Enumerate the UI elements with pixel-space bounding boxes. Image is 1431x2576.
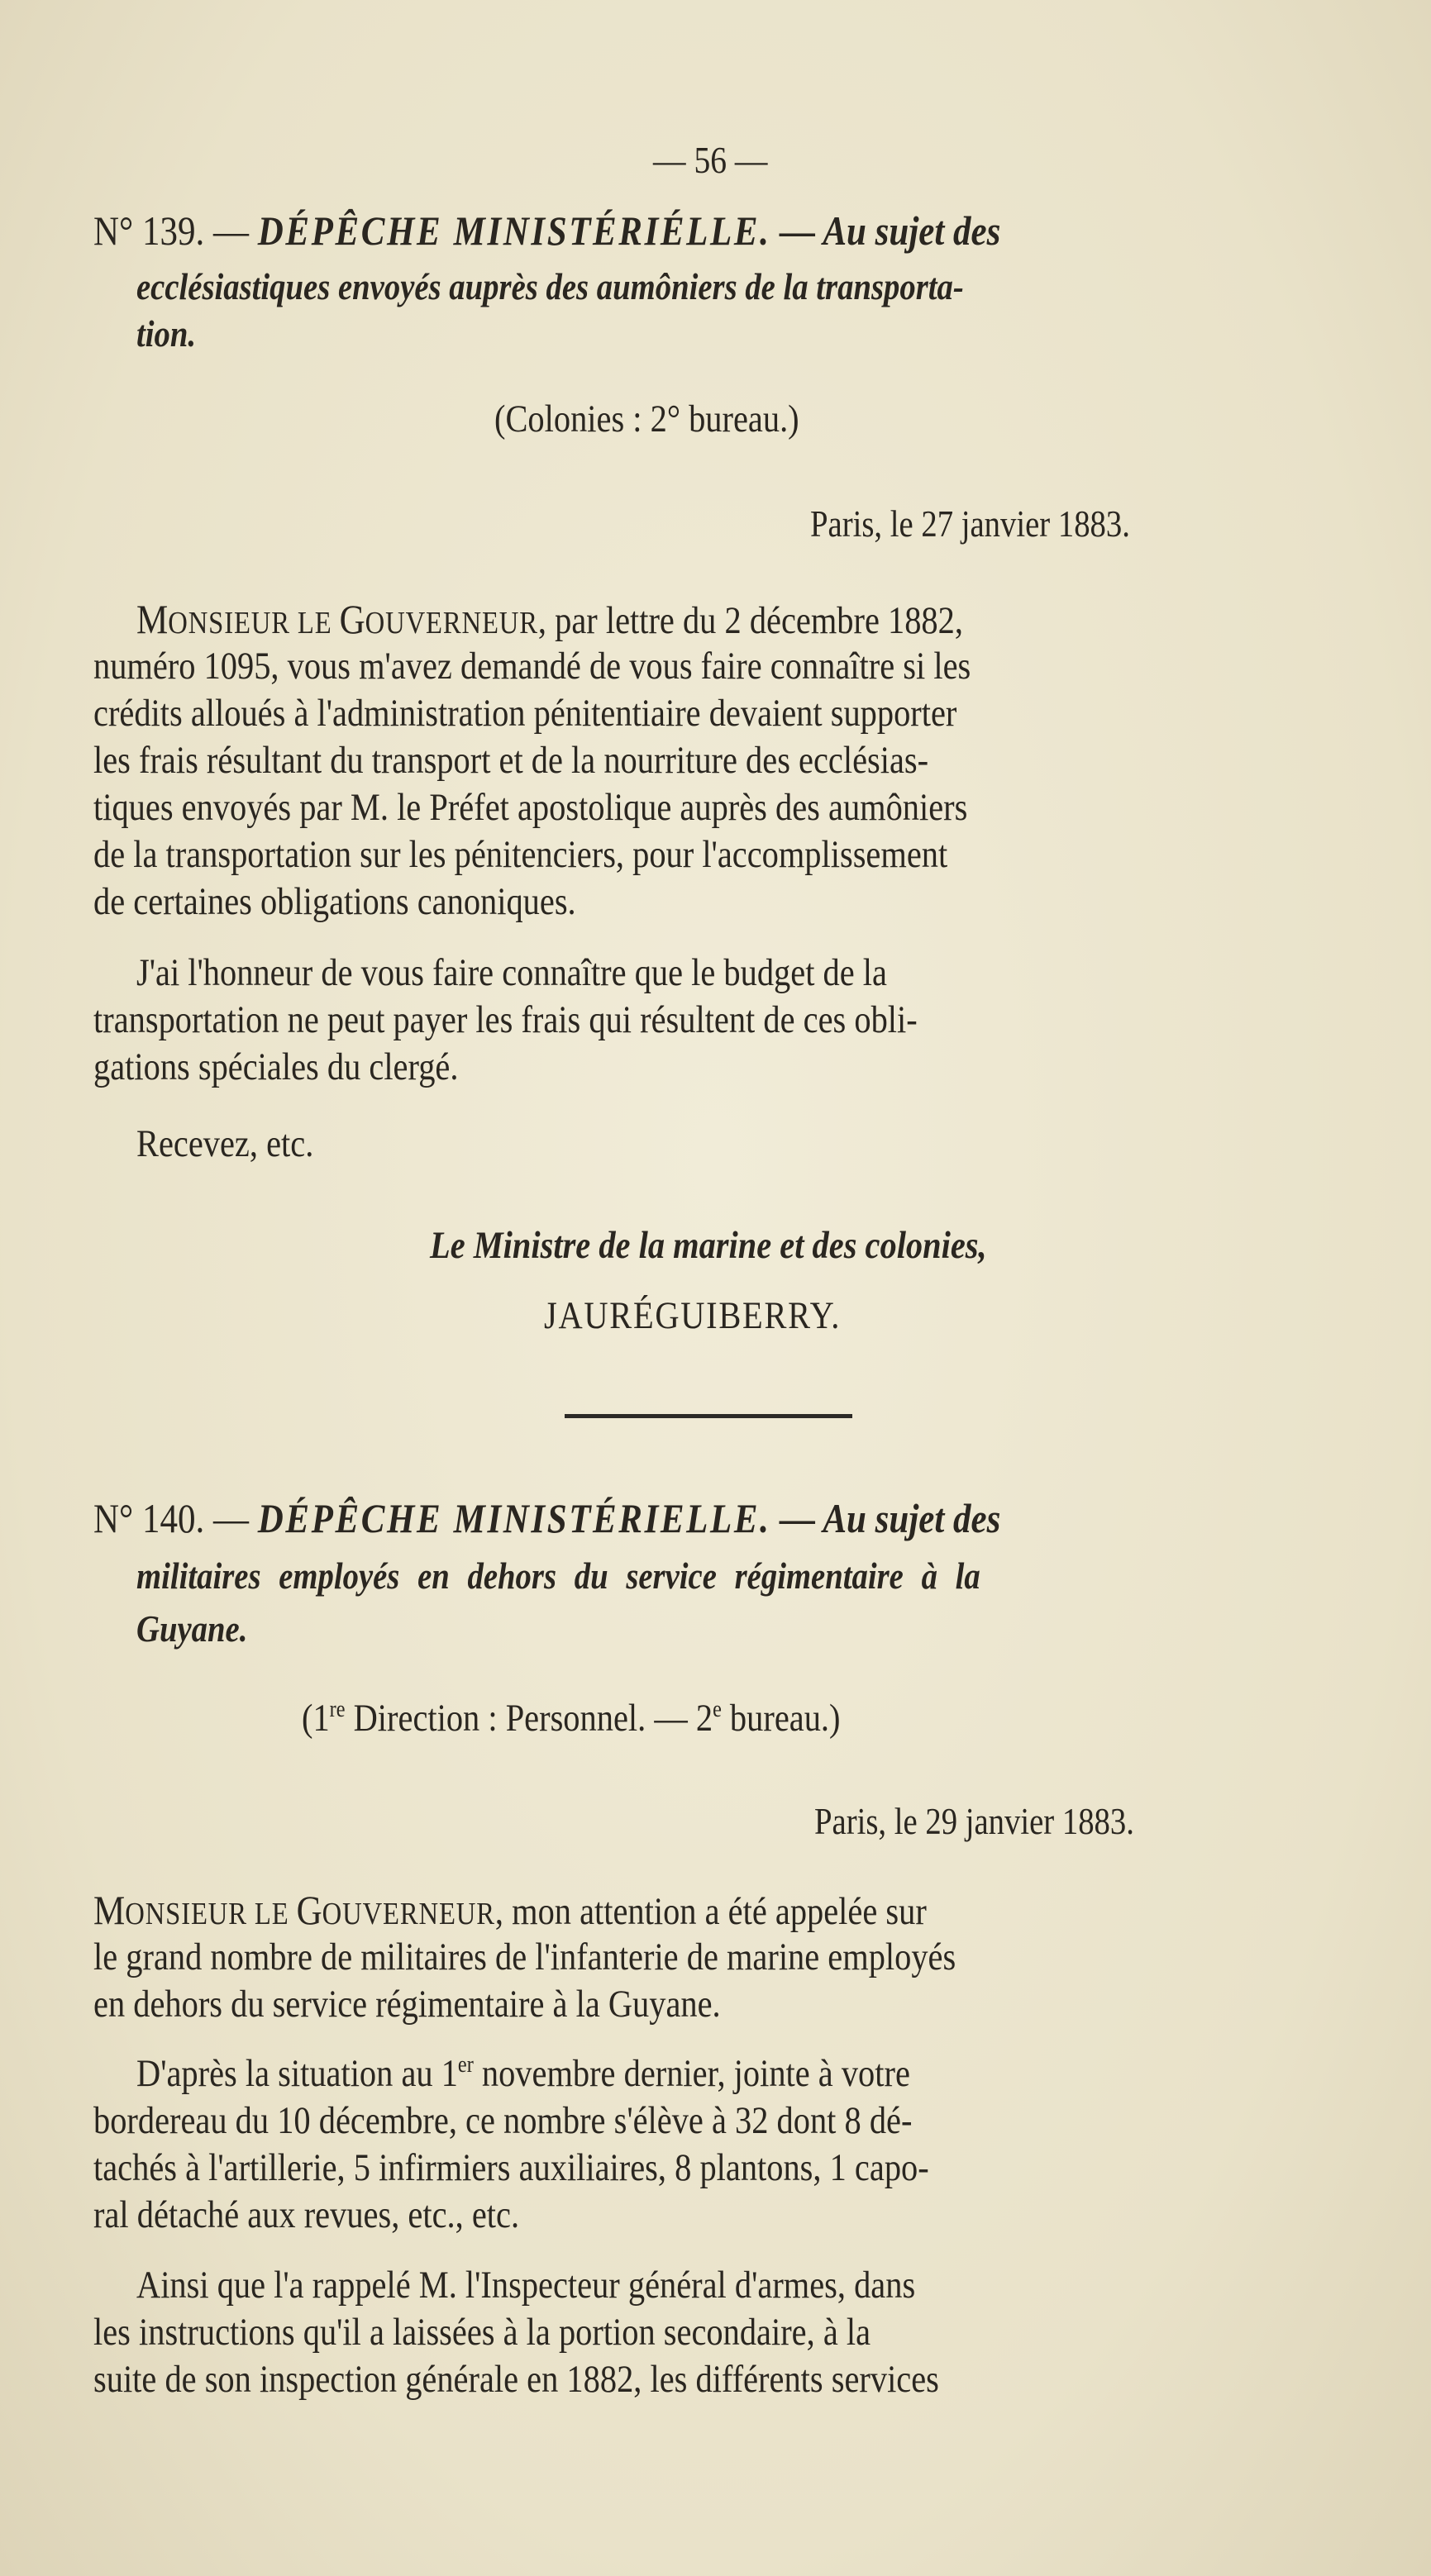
entry-140-heading-line-1 xyxy=(93,1494,1000,1542)
entry-140-p2-line: ral détaché aux revues, etc., etc. xyxy=(93,2193,520,2236)
entry-139-number: N° 139. — xyxy=(93,207,250,254)
entry-139-heading-line-2: ecclésiastiques envoyés auprès des aumôniers de la transporta- xyxy=(136,266,964,307)
entry-139-p2-line: transportation ne peut payer les frais qui résultent de ces obli- xyxy=(93,998,918,1041)
entry-139-signature-name: JAURÉGUIBERRY. xyxy=(544,1294,842,1337)
entry-140-p3-line: Ainsi que l'a rappelé M. l'Inspecteur général d'armes, dans xyxy=(136,2264,916,2307)
entry-139-p2-line: gations spéciales du clergé. xyxy=(93,1045,459,1088)
entry-139-heading-line-3: tion. xyxy=(136,313,197,355)
entry-140-heading-line-2: militaires employés en dehors du service régimentaire à la xyxy=(136,1555,980,1597)
entry-139-p2-line: J'ai l'honneur de vous faire connaître que le budget de la xyxy=(136,951,887,994)
entry-140-salutation-line xyxy=(93,1886,927,1938)
salutation-smallcaps: ONSIEUR LE xyxy=(168,606,340,640)
entry-140-number: N° 140. — xyxy=(93,1495,250,1541)
entry-140-p3-line: les instructions qu'il a laissées à la portion secondaire, à la xyxy=(93,2311,871,2354)
salutation-initial-2: G xyxy=(339,596,365,642)
entry-139-subject-start: — Au sujet des xyxy=(780,207,1001,254)
entry-140-place-date: Paris, le 29 janvier 1883. xyxy=(814,1801,1134,1842)
section-divider xyxy=(565,1414,852,1418)
office-text: Direction : Personnel. — 2 xyxy=(345,1697,713,1740)
entry-139-heading-line-1 xyxy=(93,207,1000,255)
office-superscript: re xyxy=(329,1697,346,1723)
office-superscript: e xyxy=(713,1697,722,1723)
office-text: bureau.) xyxy=(721,1697,841,1740)
paragraph-text: novembre dernier, jointe à votre xyxy=(473,2052,910,2095)
date-superscript: er xyxy=(457,2052,474,2078)
entry-140-heading-line-3: Guyane. xyxy=(136,1608,248,1650)
paragraph-text: D'après la situation au 1 xyxy=(136,2052,458,2095)
paragraph-text: , par lettre du 2 décembre 1882, xyxy=(537,599,963,642)
entry-140-office xyxy=(302,1694,840,1742)
entry-140-p2-first-line xyxy=(136,2050,910,2097)
entry-139-p1-line: crédits alloués à l'administration pénitentiaire devaient supporter xyxy=(93,692,957,735)
entry-139-salutation-line xyxy=(136,595,963,647)
entry-140-p2-line: tachés à l'artillerie, 5 infirmiers auxiliaires, 8 plantons, 1 capo- xyxy=(93,2146,929,2189)
entry-139-p1-line: les frais résultant du transport et de la nourriture des ecclésias- xyxy=(93,739,929,782)
salutation-smallcaps-2: OUVERNEUR xyxy=(322,1897,495,1931)
page-number: — 56 — xyxy=(653,139,768,181)
entry-140-p1-line: le grand nombre de militaires de l'infanterie de marine employés xyxy=(93,1936,956,1978)
salutation-smallcaps-2: OUVERNEUR xyxy=(365,606,538,640)
entry-139-place-date: Paris, le 27 janvier 1883. xyxy=(810,503,1130,545)
entry-139-office: (Colonies : 2° bureau.) xyxy=(494,398,799,440)
entry-139-p1-line: de certaines obligations canoniques. xyxy=(93,880,576,923)
entry-139-p1-line: tiques envoyés par M. le Préfet apostolique auprès des aumôniers xyxy=(93,786,968,829)
entry-140-title: DÉPÊCHE MINISTÉRIELLE. xyxy=(257,1495,771,1541)
entry-139-p1-line: de la transportation sur les pénitenciers, pour l'accomplissement xyxy=(93,833,948,876)
paragraph-text: , mon attention a été appelée sur xyxy=(494,1890,927,1933)
salutation-initial-2: G xyxy=(296,1887,322,1933)
entry-139-p1-line: numéro 1095, vous m'avez demandé de vous faire connaître si les xyxy=(93,645,971,688)
salutation-smallcaps: ONSIEUR LE xyxy=(125,1897,297,1931)
entry-139-closing: Recevez, etc. xyxy=(136,1122,314,1165)
entry-139-title: DÉPÊCHE MINISTÉRIÉLLE. xyxy=(257,207,771,254)
entry-140-p2-line: bordereau du 10 décembre, ce nombre s'élève à 32 dont 8 dé- xyxy=(93,2099,913,2142)
entry-140-p3-line: suite de son inspection générale en 1882, les différents services xyxy=(93,2358,939,2401)
salutation-initial: M xyxy=(136,596,169,642)
entry-139-signature-title: Le Ministre de la marine et des colonies, xyxy=(430,1224,987,1267)
entry-140-subject-start: — Au sujet des xyxy=(780,1495,1001,1541)
entry-140-p1-line: en dehors du service régimentaire à la Guyane. xyxy=(93,1983,721,2026)
office-text: (1 xyxy=(302,1697,330,1740)
salutation-initial: M xyxy=(93,1887,126,1933)
